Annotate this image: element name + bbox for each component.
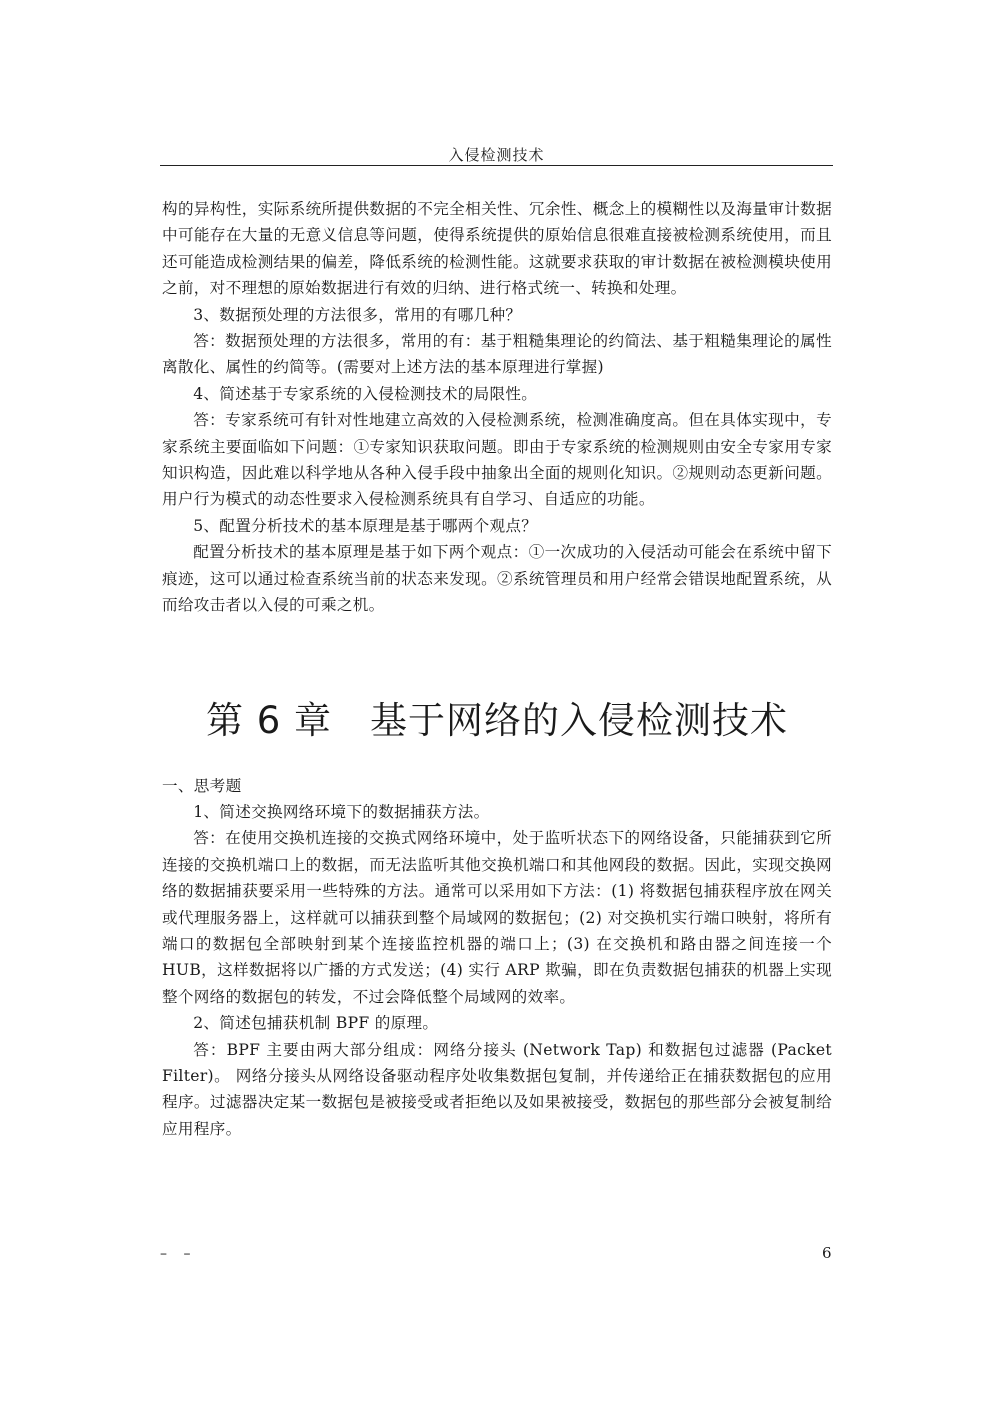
answer: 配置分析技术的基本原理是基于如下两个观点：①一次成功的入侵活动可能会在系统中留下痕迹，这可以通过检查系统当前的状态来发现。②系统管理员和用户经常会错误地配置系统，从而给攻击者以入侵的可乘之机。 bbox=[162, 543, 832, 615]
page-content bbox=[162, 196, 832, 1142]
question: 4、简述基于专家系统的入侵检测技术的局限性。 bbox=[193, 384, 538, 403]
question: 1、简述交换网络环境下的数据捕获方法。 bbox=[193, 802, 490, 821]
question: 3、数据预处理的方法很多，常用的有哪几种？ bbox=[193, 305, 522, 324]
question: 5、配置分析技术的基本原理是基于哪两个观点？ bbox=[193, 516, 538, 535]
paragraph: 构的异构性，实际系统所提供数据的不完全相关性、冗余性、概念上的模糊性以及海量审计数据中可能存在大量的无意义信息等问题，使得系统提供的原始信息很难直接被检测系统使用，而且还可能造成检测结果的偏差，降低系统的检测性能。这就要求获取的审计数据在被检测模块使用之前，对不理想的原始数据进行有效的归纳、进行格式统一、转换和处理。 bbox=[162, 200, 832, 298]
answer: 答：BPF 主要由两大部分组成：网络分接头 (Network Tap) 和数据包过滤器 (Packet Filter)。 网络分接头从网络设备驱动程序处收集数据包复制，并传递给正在捕获数据包的应用程序。过滤器决定某一数据包是被接受或者拒绝以及如果被接受，数据包的那些部分会被复制给应用程序。 bbox=[162, 1040, 832, 1138]
question: 2、简述包捕获机制 BPF 的原理。 bbox=[193, 1014, 439, 1033]
page-header-title: 入侵检测技术 bbox=[448, 146, 545, 164]
chapter-title: 第 6 章 基于网络的入侵检测技术 bbox=[205, 698, 789, 742]
answer: 答：数据预处理的方法很多，常用的有：基于粗糙集理论的约简法、基于粗糙集理论的属性离散化、属性的约简等。(需要对上述方法的基本原理进行掌握) bbox=[162, 332, 832, 377]
footer-mark: – – bbox=[160, 1246, 197, 1262]
answer: 答：在使用交换机连接的交换式网络环境中，处于监听状态下的网络设备，只能捕获到它所连接的交换机端口上的数据，而无法监听其他交换机端口和其他网段的数据。因此，实现交换网络的数据捕获要采用一些特殊的方法。通常可以采用如下方法：(1) 将数据包捕获程序放在网关或代理服务器上，这样就可以捕获到整个局域网的数据包；(2) 对交换机实行端口映射，将所有端口的数据包全部映射到某个连接监控机器的端口上；(3) 在交换机和路由器之间连接一个 HUB，这样数据将以广播的方式发送；(4) 实行 ARP 欺骗，即在负责数据包捕获的机器上实现整个网络的数据包的转发，不过会降低整个局域网的效率。 bbox=[162, 829, 832, 1006]
page-number: 6 bbox=[822, 1244, 832, 1262]
answer: 答：专家系统可有针对性地建立高效的入侵检测系统，检测准确度高。但在具体实现中，专家系统主要面临如下问题：①专家知识获取问题。即由于专家系统的检测规则由安全专家用专家知识构造，因此难以科学地从各种入侵手段中抽象出全面的规则化知识。②规则动态更新问题。用户行为模式的动态性要求入侵检测系统具有自学习、自适应的功能。 bbox=[162, 411, 832, 509]
page-header-rule bbox=[160, 165, 833, 166]
section-heading: 一、思考题 bbox=[162, 776, 242, 795]
